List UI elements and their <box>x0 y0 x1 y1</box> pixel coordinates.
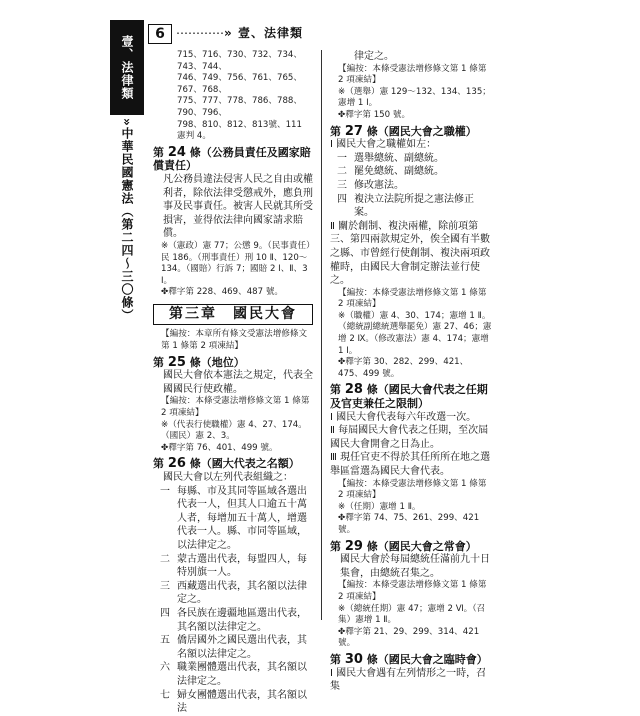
article-29-heading: 第 29 條（國民大會之常會） <box>330 538 477 554</box>
article-29-body: 國民大會於每屆總統任滿前九十日集會，由總統召集之。 <box>340 554 490 579</box>
article-24-interpretations: ✤釋字第 228、469、487 號。 <box>161 287 284 298</box>
list-item: 二 罷免總統、副總統。 <box>337 166 444 178</box>
list-item: 四 各民族在邊疆地區選出代表，其名額以法律定之。 <box>160 607 307 633</box>
chapter-editor-note: 【編按：本章所有條文受憲法增修條文第 1 條第 2 項凍結】 <box>161 329 308 352</box>
article-27-para-1: Ⅰ 國民大會之職權如左： <box>330 139 437 151</box>
ref-line: 775、777、778、786、788、790、796、 <box>177 96 302 118</box>
running-header <box>176 24 303 41</box>
list-item: 三 西藏選出代表，其名額以法律定之。 <box>160 580 307 606</box>
article-29-interpretations: ✤釋字第 21、29、299、314、421 號。 <box>338 626 480 649</box>
article-30-heading: 第 30 條（國民大會之臨時會） <box>330 651 488 667</box>
article-25-cross-refs: ※（代表行使職權）憲 4、27、174。（國民）憲 2、3。 <box>161 419 307 442</box>
list-item: 七 婦女團體選出代表，其名額以法 <box>160 689 307 715</box>
chapter-tab: 壹、法律類 <box>110 20 144 115</box>
article-26-editor-note: 【編按：本條受憲法增修條文第 1 條第 2 項凍結】 <box>338 63 487 86</box>
article-26-heading: 第 26 條（國大代表之名額） <box>153 456 300 472</box>
chapter-heading: 第三章 國民大會 <box>153 304 313 326</box>
article-26-continued: 律定之。 <box>354 51 394 62</box>
list-item: 二 蒙古選出代表，每盟四人，每特別旗一人。 <box>160 553 307 579</box>
list-item: 一 每縣、市及其同等區域各選出代表一人，但其人口逾五十萬人者，每增加五十萬人，增選代表一人。縣、市同等區域，以法律定之。 <box>160 485 307 551</box>
article-25-editor-note: 【編按：本條受憲法增修條文第 1 條第 2 項凍結】 <box>161 396 310 419</box>
header-title: 壹、法律類 <box>237 26 303 40</box>
column-divider <box>321 50 322 620</box>
vertical-law-title: »中華民國憲法（第二四〜三〇條） <box>120 118 134 322</box>
article-27-cross-refs: ※（職權）憲 4、30、174；憲增 1 Ⅱ。（總統副總統選舉罷免）憲 27、46；憲增 2 Ⅸ。（修改憲法）憲 4、174；憲增 1 Ⅰ。 <box>338 310 492 356</box>
article-25-heading: 第 25 條（地位） <box>153 354 245 370</box>
ref-line: 715、716、730、732、734、743、744、 <box>177 50 302 72</box>
article-28-para-3: Ⅲ 現任官吏不得於其任所所在地之選舉區當選為國民大會代表。 <box>330 452 491 477</box>
list-item: 三 修改憲法。 <box>337 179 404 191</box>
article-30-body: Ⅰ 國民大會遇有左列情形之一時，召集 <box>330 667 487 693</box>
article-28-editor-note: 【編按：本條受憲法增修條文第 1 條第 2 項凍結】 <box>338 478 487 501</box>
article-29-editor-note: 【編按：本條受憲法增修條文第 1 條第 2 項凍結】 <box>338 580 487 602</box>
right-column <box>330 50 492 694</box>
article-28-interpretations: ✤釋字第 74、75、261、299、421 號。 <box>338 513 480 535</box>
header-dots: ⋯⋯⋯⋯ <box>176 26 224 40</box>
article-24-cross-refs: ※（憲政）憲 77；公懲 9。（民事責任）民 186。（刑事責任）刑 10 Ⅱ、120〜134。（國賠）行訴 7；國賠 2 Ⅰ、Ⅱ、3 Ⅰ。 <box>161 240 311 286</box>
list-item: 五 僑居國外之國民選出代表，其名額以法律定之。 <box>160 635 307 660</box>
article-27-heading: 第 27 條（國民大會之職權） <box>330 123 477 139</box>
left-column <box>153 50 313 716</box>
article-25-interpretations: ✤釋字第 76、401、499 號。 <box>161 442 278 453</box>
article-25-body: 國民大會依本憲法之規定，代表全國國民行使政權。 <box>163 370 313 395</box>
ref-line: 746、749、756、761、765、767、768、 <box>177 73 302 95</box>
article-28-para-2: Ⅱ 每屆國民大會代表之任期，至次屆國民大會開會之日為止。 <box>330 425 489 450</box>
list-item: 一 選舉總統、副總統。 <box>337 152 444 164</box>
article-28-cross-refs: ※（任期）憲增 1 Ⅱ。 <box>338 501 421 512</box>
article-26-interpretations: ✤釋字第 150 號。 <box>338 109 411 120</box>
article-27-para-2: Ⅱ 關於創制、複決兩權，除前項第三、第四兩款規定外，俟全國有半數之縣、市曾經行使創制、複決兩項政權時，由國民大會制定辦法並行使之。 <box>330 220 490 287</box>
article-28-heading: 第 28 條（國民大會代表之任期及官吏兼任之限制） <box>330 382 488 411</box>
article-27-interpretations: ✤釋字第 30、282、299、421、475、499 號。 <box>338 357 469 379</box>
article-28-para-1: Ⅰ 國民大會代表每六年改選一次。 <box>330 411 477 423</box>
header-arrow: » <box>224 26 233 40</box>
list-item: 四 複決立法院所提之憲法修正案。 <box>337 193 474 219</box>
article-27-editor-note: 【編按：本條受憲法增修條文第 1 條第 2 項凍結】 <box>338 287 487 310</box>
article-29-cross-refs: ※（總統任期）憲 47；憲增 2 Ⅵ。（召集）憲增 1 Ⅱ。 <box>338 603 486 626</box>
reference-continued <box>153 50 313 143</box>
article-24-body: 凡公務員違法侵害人民之自由或權利者，除依法律受懲戒外，應負刑事及民事責任。被害人民就其所受損害，並得依法律向國家請求賠償。 <box>163 173 313 240</box>
ref-line: 798、810、812、813號、111 憲判 4。 <box>177 119 302 142</box>
article-26-body: 國民大會以左列代表組織之： <box>163 472 293 483</box>
article-24-heading: 第 24 條（公務員責任及國家賠償責任） <box>153 144 311 173</box>
page-number: 6 <box>148 24 172 44</box>
article-26-cross-refs: ※（選舉）憲 129〜132、134、135；憲增 1 Ⅰ。 <box>338 86 491 109</box>
list-item: 六 職業團體選出代表，其名額以法律定之。 <box>160 662 307 687</box>
